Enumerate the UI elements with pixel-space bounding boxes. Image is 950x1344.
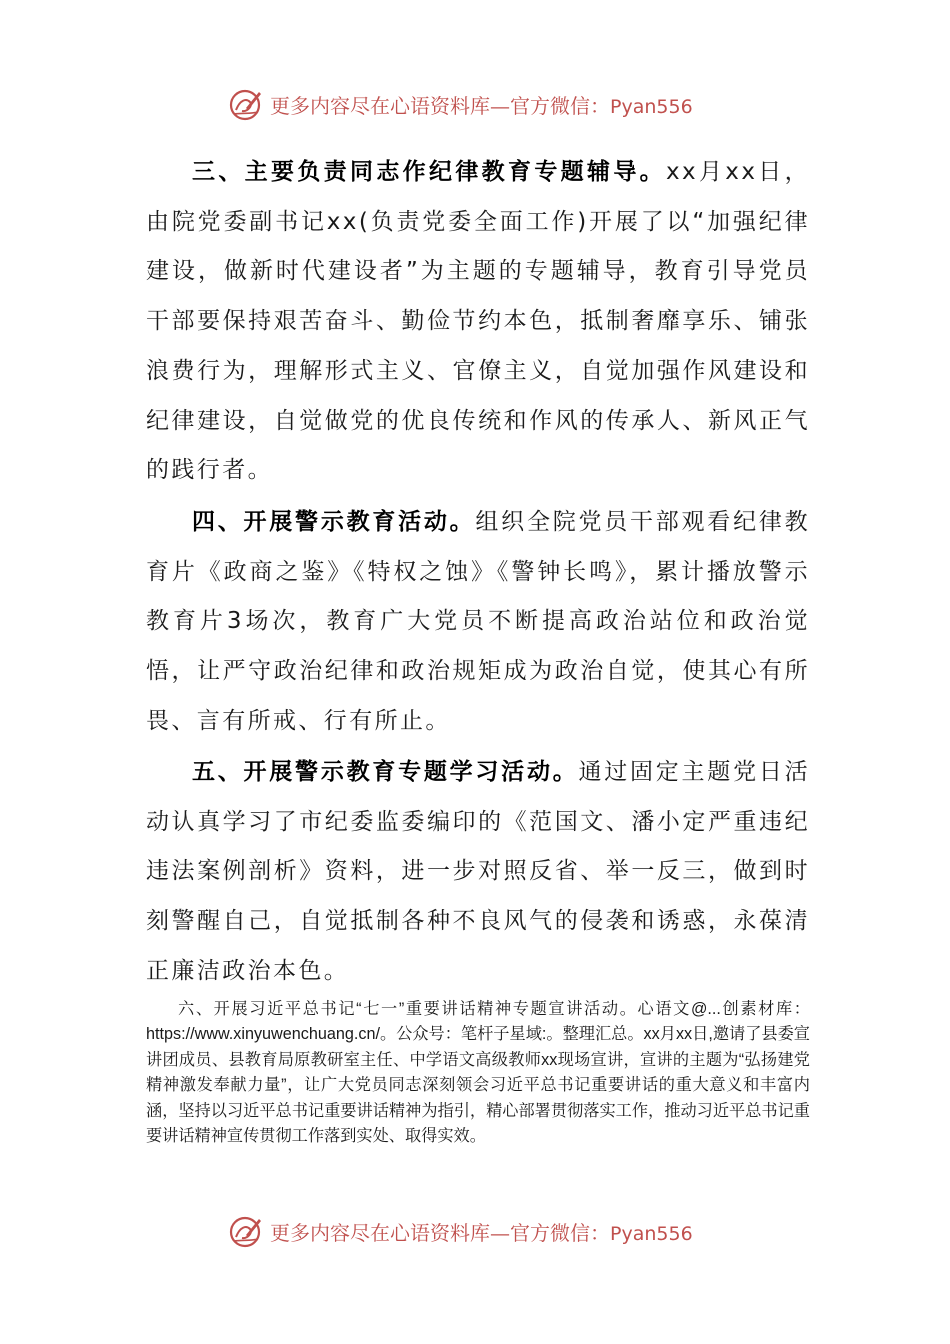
section-six: 六、开展习近平总书记“七一”重要讲话精神专题宣讲活动。心语文@...创素材库：https://www.xinyuwenchuang.cn/。公众号：笔杆子星域:。整理汇总。xx月xx日,邀请了县委宣讲团成员、县教育局原教研室主任、中学语文高级教师xx现场宣讲，宣讲的主题为“弘扬建党精神激发奉献力量”，让广大党员同志深刻领会习近平总书记重要讲话的重大意义和丰富内涵，坚持以习近平总书记重要讲话精神为指引，精心部署贯彻落实工作，推动习近平总书记重要讲话精神宣传贯彻工作落到实处、取得实效。 [146, 1000, 810, 1146]
pen-signature-icon [228, 86, 264, 122]
section-heading: 五、开展警示教育专题学习活动。 [192, 759, 579, 785]
section-five [146, 748, 810, 997]
watermark-main: 更多内容尽在心语资料库 [270, 93, 490, 118]
watermark-text [270, 1217, 693, 1246]
watermark-footer [228, 1211, 728, 1251]
section-three [146, 148, 810, 496]
watermark-separator: — [490, 93, 510, 118]
section-body: 组织全院党员干部观看纪律教育片《政商之鉴》《特权之蚀》《警钟长鸣》，累计播放警示教育片3场次，教育广大党员不断提高政治站位和政治觉悟，让严守政治纪律和政治规矩成为政治自觉，使其心有所畏、言有所戒、行有所止。 [146, 509, 810, 734]
section-body: 通过固定主题党日活动认真学习了市纪委监委编印的《范国文、潘小定严重违纪违法案例剖析》资料，进一步对照反省、举一反三，做到时刻警醒自己，自觉抵制各种不良风气的侵袭和诱惑，永葆清正廉洁政治本色。 [146, 759, 811, 984]
watermark-header [228, 84, 728, 124]
section-four [146, 498, 810, 747]
watermark-wechat-id: Pyan556 [610, 1222, 693, 1245]
section-body: xx月xx日，由院党委副书记xx(负责党委全面工作)开展了以“加强纪律建设，做新时代建设者”为主题的专题辅导，教育引导党员干部要保持艰苦奋斗、勤俭节约本色，抵制奢靡享乐、铺张浪费行为，理解形式主义、官僚主义，自觉加强作风建设和纪律建设，自觉做党的优良传统和作风的传承人、新风正气的践行者。 [146, 159, 810, 484]
watermark-separator: — [490, 1220, 510, 1245]
watermark-text [270, 90, 693, 119]
pen-signature-icon [228, 1213, 264, 1249]
section-heading: 四、开展警示教育活动。 [192, 509, 476, 535]
watermark-label: 官方微信： [510, 93, 610, 118]
watermark-main: 更多内容尽在心语资料库 [270, 1220, 490, 1245]
watermark-label: 官方微信： [510, 1220, 610, 1245]
watermark-wechat-id: Pyan556 [610, 95, 693, 118]
section-heading: 三、主要负责同志作纪律教育专题辅导。 [192, 159, 667, 185]
